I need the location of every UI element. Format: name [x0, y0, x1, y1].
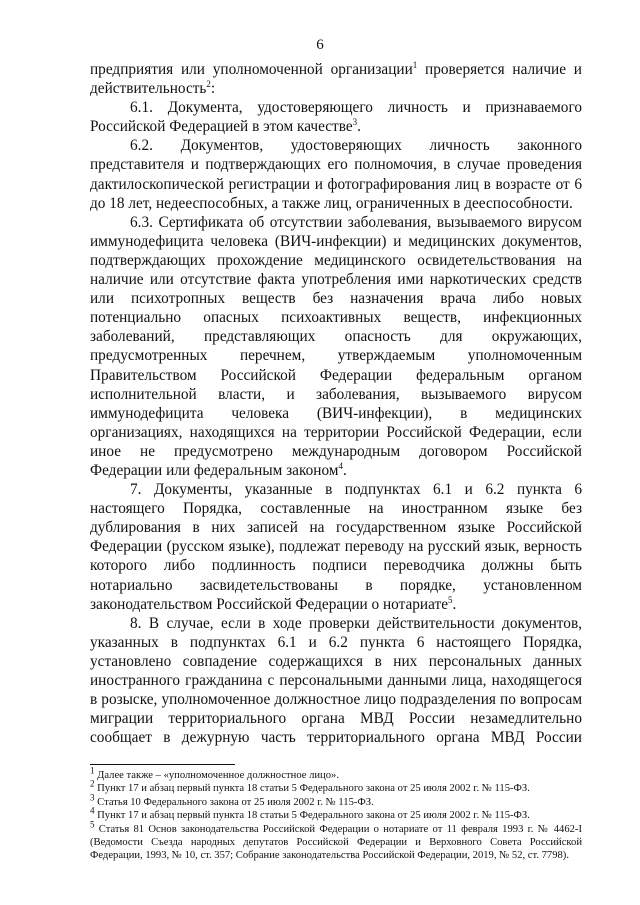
footnote-mark: 1	[90, 765, 95, 776]
paragraph-6-2: 6.2. Документов, удостоверяющих личность законного представителя и подтверждающих его полномочия, в случае проведения дактилоскопической регистрации и фотографирования лиц в возрасте от 6 до 18 лет, недееспособных, а также лиц, ограниченных в дееспособности.	[90, 137, 582, 212]
footnote-ref-3[interactable]: 3	[352, 117, 358, 128]
footnote-mark: 3	[90, 792, 95, 803]
footnotes	[90, 765, 582, 863]
footnote-ref-2[interactable]: 2	[206, 79, 211, 89]
paragraph-7: 7. Документы, указанные в подпунктах 6.1 и 6.2 пункта 6 настоящего Порядка, составленные на иностранном языке без дублирования в них записей на государственном языке Российской Федерации (русском языке), подлежат переводу на русский язык, верность которого либо подлинность подписи переводчика должны быть нотариально засвидетельствованы в порядке, установленном законодательством Российской Федерации о нотариате$^5$.	[90, 481, 582, 613]
paragraph-intro-continuation: предприятия или уполномоченной организации$^1$ проверяется наличие и действительность$^2$:	[90, 59, 582, 98]
footnote-mark: 2	[90, 778, 95, 789]
footnote-4: $^4$ Пункт 17 и абзац первый пункта 18 статьи 5 Федерального закона от 25 июля 2002 г. № 115-ФЗ.	[90, 805, 530, 822]
page-number: 6	[316, 37, 324, 53]
footnote-3: $^3$ Статья 10 Федерального закона от 25 июля 2002 г. № 115-ФЗ.	[90, 792, 374, 808]
body-text	[90, 60, 582, 747]
paragraph-6-3: 6.3. Сертификата об отсутствии заболевания, вызываемого вирусом иммунодефицита человека (ВИЧ-инфекции) и медицинских документов, подтверждающих прохождение медицинского освидетельствования на наличие или отсутствие факта употребления ими наркотических средств или психотропных веществ без назначения врача либо новых потенциально опасных психоактивных веществ, инфекционных заболеваний, представляющих опасность для окружающих, предусмотренных перечнем, утверждаемым уполномоченным Правительством Российской Федерации федеральным органом исполнительной власти, и заболевания, вызываемого вирусом иммунодефицита человека (ВИЧ-инфекции), в медицинских организациях, находящихся на территории Российской Федерации, если иное не предусмотрено международным договором Российской Федерации или федеральным законом$^4$.	[90, 213, 582, 479]
footnote-2: $^2$ Пункт 17 и абзац первый пункта 18 статьи 5 Федерального закона от 25 июля 2002 г. № 115-ФЗ.	[90, 778, 530, 795]
footnote-mark: 4	[90, 805, 95, 816]
footnote-mark: 5	[90, 819, 95, 830]
footnote-separator	[90, 764, 235, 765]
footnote-ref-4[interactable]: 4	[338, 460, 343, 471]
footnote-ref-1[interactable]: 1	[412, 59, 418, 70]
footnote-1: $^1$ Далее также – «уполномоченное должностное лицо».	[90, 765, 339, 781]
paragraph-8: 8. В случае, если в ходе проверки действительности документов, указанных в подпунктах 6.1 и 6.2 пункта 6 настоящего Порядка, установлено совпадение содержащихся в них персональных данных иностранного гражданина с персональными данными лица, находящегося в розыске, уполномоченное должностное лицо подразделения по вопросам миграции территориального органа МВД России незамедлительно сообщает в дежурную часть территориального органа МВД России	[90, 614, 582, 747]
footnote-5: $^5$ Статья 81 Основ законодательства Российской Федерации о нотариате от 11 февраля 1993 г. № 4462-I (Ведомости Съезда народных депутатов Российской Федерации и Верховного Совета Российской Федерации, 1993, № 10, ст. 357; Собрание законодательства Российской Федерации, 2019, № 52, ст. 7798).	[90, 819, 582, 862]
paragraph-6-1: 6.1. Документа, удостоверяющего личность и признаваемого Российской Федерацией в этом качестве$^3$.	[90, 99, 582, 136]
footnote-ref-5[interactable]: 5	[448, 594, 453, 605]
